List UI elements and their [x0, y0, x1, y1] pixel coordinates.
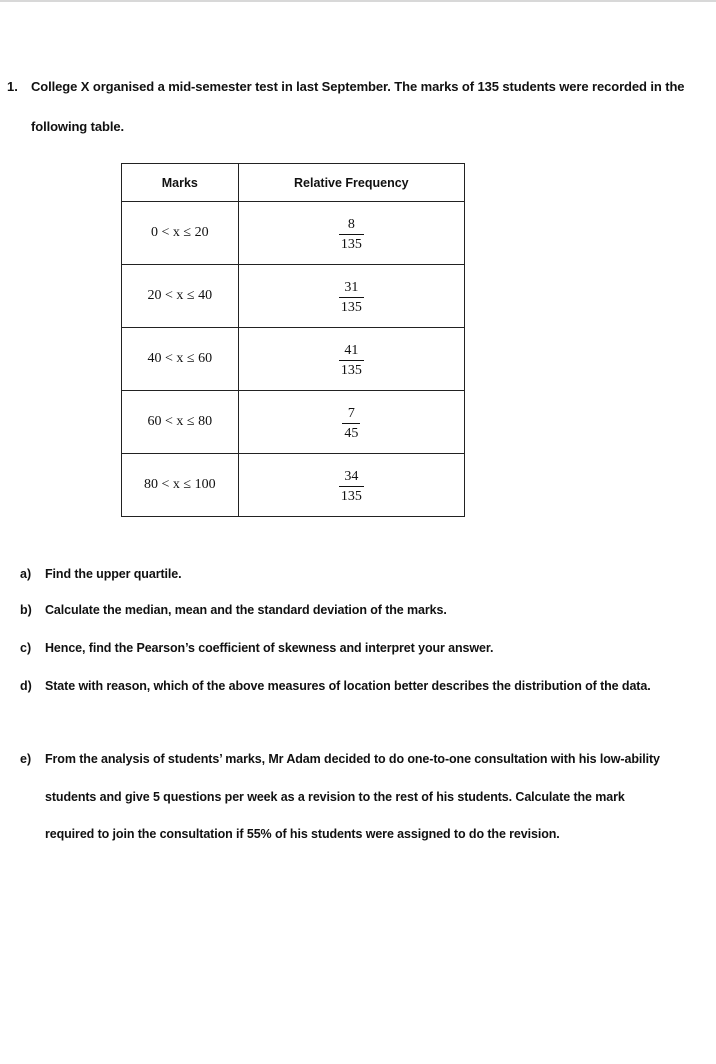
- relative-frequency-cell: [238, 328, 464, 391]
- question-number: 1.: [7, 79, 18, 94]
- question-intro-line-1: College X organised a mid-semester test in last September. The marks of 135 students were recorded in the: [31, 79, 685, 94]
- part-e-text-line-2: students and give 5 questions per week as a revision to the rest of his students. Calculate the mark: [45, 790, 625, 804]
- table-row: [122, 454, 465, 517]
- table-row: [122, 391, 465, 454]
- part-b-letter: b): [20, 603, 32, 617]
- relative-frequency-cell: [238, 202, 464, 265]
- fraction-denominator: 45: [344, 425, 359, 441]
- table-row: [122, 328, 465, 391]
- part-e-text-line-3: required to join the consultation if 55% of his students were assigned to do the revision.: [45, 827, 560, 841]
- marks-interval: 0 < x ≤ 20: [122, 202, 239, 265]
- fraction-denominator: 135: [340, 236, 362, 252]
- part-e-letter: e): [20, 752, 32, 766]
- fraction: [342, 406, 360, 441]
- top-divider: [0, 0, 716, 2]
- fraction: [339, 469, 364, 504]
- fraction-numerator: 31: [344, 279, 359, 295]
- header-marks: Marks: [122, 164, 239, 202]
- header-relative-frequency: Relative Frequency: [238, 164, 464, 202]
- part-e-text-line-1: From the analysis of students’ marks, Mr Adam decided to do one-to-one consultation with his low-ability: [45, 752, 660, 766]
- part-a-letter: a): [20, 567, 32, 581]
- part-d-text: State with reason, which of the above measures of location better describes the distribution of the data.: [45, 679, 651, 693]
- fraction-numerator: 7: [347, 405, 355, 421]
- marks-interval: 40 < x ≤ 60: [122, 328, 239, 391]
- relative-frequency-cell: [238, 265, 464, 328]
- table-row: [122, 265, 465, 328]
- fraction-numerator: 41: [344, 342, 359, 358]
- marks-interval: 60 < x ≤ 80: [122, 391, 239, 454]
- fraction-denominator: 135: [340, 299, 362, 315]
- part-b-text: Calculate the median, mean and the standard deviation of the marks.: [45, 603, 447, 617]
- part-d-letter: d): [20, 679, 32, 693]
- fraction: [339, 343, 364, 378]
- fraction-denominator: 135: [340, 362, 362, 378]
- fraction-numerator: 34: [344, 468, 359, 484]
- question-intro-line-2: following table.: [31, 119, 125, 134]
- marks-interval: 80 < x ≤ 100: [122, 454, 239, 517]
- marks-interval: 20 < x ≤ 40: [122, 265, 239, 328]
- part-a-text: Find the upper quartile.: [45, 567, 182, 581]
- part-c-text: Hence, find the Pearson’s coefficient of skewness and interpret your answer.: [45, 641, 494, 655]
- part-c-letter: c): [20, 641, 32, 655]
- relative-frequency-cell: [238, 454, 464, 517]
- table-header-row: [122, 164, 465, 202]
- fraction: [339, 217, 364, 252]
- frequency-table: [121, 163, 465, 517]
- table-row: [122, 202, 465, 265]
- relative-frequency-cell: [238, 391, 464, 454]
- fraction-numerator: 8: [347, 216, 355, 232]
- fraction-denominator: 135: [340, 488, 362, 504]
- fraction: [339, 280, 364, 315]
